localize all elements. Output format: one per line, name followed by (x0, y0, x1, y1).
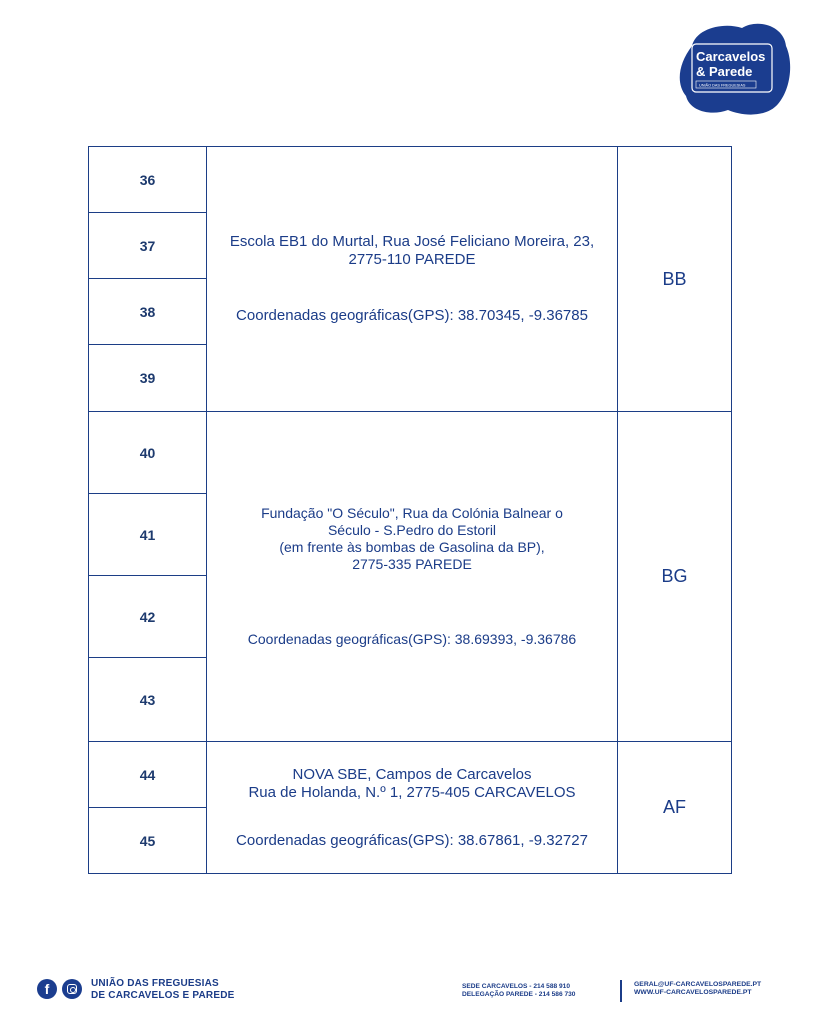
phone-contacts (462, 983, 575, 999)
address-line: Século - S.Pedro do Estoril (327, 522, 497, 538)
website-link[interactable]: WWW.UF-CARCAVELOSPAREDE.PT (634, 989, 752, 996)
organization-line: DE CARCAVELOS E PAREDE (91, 990, 235, 1001)
address-line: NOVA SBE, Campos de Carcavelos (292, 765, 532, 783)
logo-line2: & Parede (696, 64, 753, 79)
sede-phone: SEDE CARCAVELOS - 214 588 910 (462, 983, 570, 990)
address-line: Escola EB1 do Murtal, Rua José Feliciano Moreira, 23, (229, 233, 595, 250)
section-code: BG (618, 412, 732, 742)
address-line: 2775-110 PAREDE (348, 251, 476, 268)
divider (620, 980, 622, 1002)
logo (672, 20, 792, 118)
table-row (89, 147, 732, 213)
section-code: BB (618, 147, 732, 412)
station-number: 38 (89, 279, 207, 345)
gps-coordinates: Coordenadas geográficas(GPS): 38.69393, -9.36786 (247, 631, 577, 647)
station-number: 36 (89, 147, 207, 213)
station-number: 40 (89, 412, 207, 494)
table-row (89, 742, 732, 808)
address-line: 2775-335 PAREDE (352, 556, 472, 572)
gps-coordinates: Coordenadas geográficas(GPS): 38.67861, -9.32727 (236, 831, 588, 849)
station-number: 43 (89, 658, 207, 742)
station-number: 42 (89, 576, 207, 658)
footer (0, 970, 819, 1010)
section-code: AF (618, 742, 732, 874)
logo-line1: Carcavelos (696, 49, 766, 64)
station-address (207, 147, 618, 412)
station-number: 44 (89, 742, 207, 808)
station-number: 41 (89, 494, 207, 576)
organization-line: UNIÃO DAS FREGUESIAS (91, 978, 219, 989)
logo-tagline: UNIÃO DAS FREGUESIAS (699, 83, 746, 88)
station-number: 37 (89, 213, 207, 279)
address-line: (em frente às bombas de Gasolina da BP), (279, 539, 545, 555)
station-number: 39 (89, 345, 207, 412)
instagram-icon[interactable] (62, 979, 82, 999)
gps-coordinates: Coordenadas geográficas(GPS): 38.70345, -9.36785 (236, 307, 588, 324)
organization-name (91, 978, 235, 1002)
email-link[interactable]: GERAL@UF-CARCAVELOSPAREDE.PT (634, 981, 762, 988)
polling-stations-table (88, 146, 732, 874)
station-address (207, 412, 618, 742)
facebook-icon[interactable]: f (37, 979, 57, 999)
web-contacts (634, 981, 761, 997)
station-address (207, 742, 618, 874)
delegacao-phone: DELEGAÇÃO PAREDE - 214 586 730 (462, 991, 576, 998)
logo-blob (672, 20, 792, 118)
table-row (89, 412, 732, 494)
address-line: Rua de Holanda, N.º 1, 2775-405 CARCAVELOS (248, 783, 576, 801)
station-number: 45 (89, 808, 207, 874)
address-line: Fundação "O Século", Rua da Colónia Balnear o (261, 505, 563, 521)
